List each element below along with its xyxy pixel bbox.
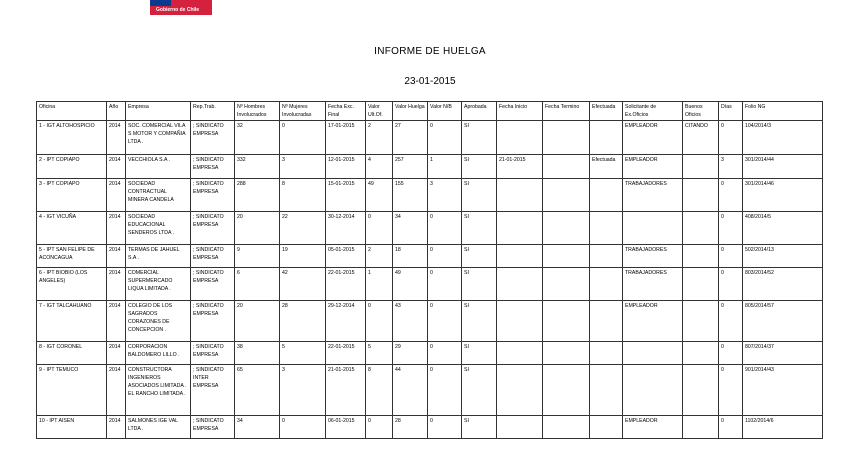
table-cell: 155 [393, 179, 428, 212]
table-cell: SI [462, 212, 497, 245]
table-cell: ; SINDICATO EMPRESA [191, 155, 235, 179]
table-cell [683, 155, 719, 179]
table-cell [683, 245, 719, 268]
table-cell: EMPLEADOR [623, 416, 683, 439]
table-cell: ; SINDICATO EMPRESA [191, 268, 235, 301]
table-cell: 301/2014/44 [743, 155, 823, 179]
table-cell: 28 [393, 416, 428, 439]
table-cell [543, 301, 590, 342]
table-cell [590, 212, 623, 245]
table-cell [623, 342, 683, 365]
table-cell: 20 [235, 212, 280, 245]
table-cell: 0 [719, 416, 743, 439]
table-row [37, 301, 823, 342]
table-cell: SI [462, 179, 497, 212]
column-header: Fecha Exc. Final [326, 102, 366, 121]
table-cell: 3 [280, 155, 326, 179]
column-header: Fecha Termino [543, 102, 590, 121]
table-cell: 0 [719, 179, 743, 212]
table-row [37, 121, 823, 155]
column-header: Rep.Trab. [191, 102, 235, 121]
table-cell [497, 416, 543, 439]
table-cell [497, 245, 543, 268]
table-cell: 30-12-2014 [326, 212, 366, 245]
table-cell [590, 301, 623, 342]
column-header: Solicitante de Ex.Oficios [623, 102, 683, 121]
table-cell: 0 [428, 212, 462, 245]
column-header: Valor Huelga [393, 102, 428, 121]
table-cell [590, 268, 623, 301]
table-cell: 6 - IPT BIOBIO (LOS ANGELES) [37, 268, 107, 301]
table-cell: 257 [393, 155, 428, 179]
table-cell: 0 [366, 301, 393, 342]
table-row [37, 245, 823, 268]
table-cell: 29-12-2014 [326, 301, 366, 342]
table-cell: 8 - IGT CORONEL [37, 342, 107, 365]
table-cell [683, 416, 719, 439]
table-cell: 20 [235, 301, 280, 342]
table-cell: SALMONES IGE VAL LTDA . [126, 416, 191, 439]
logo-text: Gobierno de Chile [150, 6, 212, 15]
table-cell [590, 245, 623, 268]
table-cell: 18 [393, 245, 428, 268]
table-cell: 5 - IPT SAN FELIPE DE ACONCAGUA [37, 245, 107, 268]
strike-report-table [36, 101, 823, 439]
table-cell: 0 [719, 342, 743, 365]
table-cell [543, 365, 590, 416]
table-cell: 22 [280, 212, 326, 245]
table-cell: 42 [280, 268, 326, 301]
table-row [37, 268, 823, 301]
table-cell [543, 245, 590, 268]
table-cell: 44 [393, 365, 428, 416]
table-cell: 2014 [107, 245, 126, 268]
table-cell: 0 [428, 245, 462, 268]
table-cell: EMPLEADOR [623, 155, 683, 179]
table-cell: 10 - IPT AISEN [37, 416, 107, 439]
table-cell: 408/2014/5 [743, 212, 823, 245]
table-cell: 12-01-2015 [326, 155, 366, 179]
table-cell: 901/2014/43 [743, 365, 823, 416]
table-cell: 9 - IPT TEMUCO [37, 365, 107, 416]
table-cell: 0 [428, 301, 462, 342]
table-cell [497, 121, 543, 155]
table-cell: CITANDO [683, 121, 719, 155]
table-cell [590, 416, 623, 439]
table-cell [683, 365, 719, 416]
table-cell: 3 [280, 365, 326, 416]
table-cell [543, 212, 590, 245]
table-cell: 1102/2014/6 [743, 416, 823, 439]
table-cell: SI [462, 301, 497, 342]
table-cell: 3 [719, 155, 743, 179]
table-cell [683, 268, 719, 301]
table-cell: COMERCIAL SUPERMERCADO LIQUA LIMITADA . [126, 268, 191, 301]
table-cell: 2014 [107, 365, 126, 416]
table-cell: 0 [280, 416, 326, 439]
column-header: Efectuada [590, 102, 623, 121]
table-cell: ; SINDICATO EMPRESA [191, 342, 235, 365]
table-cell: 2014 [107, 121, 126, 155]
table-cell: ; SINDICATO EMPRESA [191, 212, 235, 245]
table-row [37, 342, 823, 365]
table-cell: 2014 [107, 155, 126, 179]
column-header: Folio NG [743, 102, 823, 121]
table-cell: 49 [366, 179, 393, 212]
table-cell [543, 155, 590, 179]
table-cell: 34 [235, 416, 280, 439]
table-cell: 32 [235, 121, 280, 155]
table-header-row [37, 102, 823, 121]
table-cell: 0 [719, 245, 743, 268]
table-row [37, 365, 823, 416]
table-cell [543, 121, 590, 155]
table-cell: 8 [366, 365, 393, 416]
table-cell: ; SINDICATO EMPRESA [191, 179, 235, 212]
table-cell: 2 - IPT COPIAPO [37, 155, 107, 179]
table-cell: TRABAJADORES [623, 245, 683, 268]
table-cell: SI [462, 121, 497, 155]
table-cell: SI [462, 155, 497, 179]
table-cell [497, 342, 543, 365]
table-cell: 0 [428, 342, 462, 365]
table-cell: 9 [235, 245, 280, 268]
table-cell [590, 179, 623, 212]
table-cell: 332 [235, 155, 280, 179]
table-cell: 301/2014/46 [743, 179, 823, 212]
table-cell: 2014 [107, 301, 126, 342]
column-header: Valor Ult.Of. [366, 102, 393, 121]
table-cell [543, 268, 590, 301]
table-cell [497, 301, 543, 342]
table-cell: 0 [719, 365, 743, 416]
table-cell [623, 212, 683, 245]
table-cell: SOCIEDAD CONTRACTUAL MINERA CANDELA [126, 179, 191, 212]
table-cell: EMPLEADOR [623, 301, 683, 342]
table-cell [497, 365, 543, 416]
table-cell: ; SINDICATO EMPRESA [191, 301, 235, 342]
table-cell: 29 [393, 342, 428, 365]
table-cell [590, 121, 623, 155]
table-cell: ; SINDICATO EMPRESA [191, 245, 235, 268]
column-header: Oficina [37, 102, 107, 121]
table-cell: 0 [719, 212, 743, 245]
table-cell: 15-01-2015 [326, 179, 366, 212]
column-header: Empresa [126, 102, 191, 121]
table-cell: 5 [366, 342, 393, 365]
table-cell: 21-01-2015 [326, 365, 366, 416]
table-cell [683, 212, 719, 245]
table-cell: 807/2014/37 [743, 342, 823, 365]
report-date: 23-01-2015 [404, 76, 456, 87]
table-cell: SI [462, 365, 497, 416]
table-cell: 22-01-2015 [326, 268, 366, 301]
table-cell [590, 342, 623, 365]
column-header: Aprobada [462, 102, 497, 121]
table-row [37, 179, 823, 212]
table-cell: 805/2014/57 [743, 301, 823, 342]
table-cell: 803/2014/52 [743, 268, 823, 301]
table-cell: SI [462, 342, 497, 365]
table-cell: 1 [366, 268, 393, 301]
table-cell: 38 [235, 342, 280, 365]
table-cell: 6 [235, 268, 280, 301]
table-cell: SI [462, 245, 497, 268]
table-cell [497, 212, 543, 245]
table-cell: CONSTRUCTORA INGENIEROS ASOCIADOS LIMITADA . EL RANCHO LIMITADA . [126, 365, 191, 416]
table-cell: 21-01-2015 [497, 155, 543, 179]
table-cell: 2 [366, 245, 393, 268]
table-cell: 4 [366, 155, 393, 179]
table-cell [497, 268, 543, 301]
column-header: Valor N/B [428, 102, 462, 121]
table-cell: 43 [393, 301, 428, 342]
report-title: INFORME DE HUELGA [374, 46, 486, 57]
table-cell: 0 [719, 268, 743, 301]
table-row [37, 212, 823, 245]
table-cell: 49 [393, 268, 428, 301]
table-cell: TRABAJADORES [623, 268, 683, 301]
table-cell: 19 [280, 245, 326, 268]
table-cell: 2014 [107, 342, 126, 365]
table-cell: 0 [428, 416, 462, 439]
government-logo [150, 0, 212, 15]
column-header: Buenos Oficios [683, 102, 719, 121]
table-cell: 0 [719, 301, 743, 342]
column-header: Nº Hombres Involucrados [235, 102, 280, 121]
column-header: Nº Mujeres Involucradas [280, 102, 326, 121]
table-cell: TERMAS DE JAHUEL S.A . [126, 245, 191, 268]
table-cell: 502/2014/13 [743, 245, 823, 268]
table-cell: 0 [280, 121, 326, 155]
table-cell [623, 365, 683, 416]
table-cell: COLEGIO DE LOS SAGRADOS CORAZONES DE CONCEPCION . [126, 301, 191, 342]
table-cell: SI [462, 268, 497, 301]
table-cell [543, 416, 590, 439]
table-cell: 3 [428, 179, 462, 212]
table-cell: 104/2014/3 [743, 121, 823, 155]
table-cell: 28 [280, 301, 326, 342]
table-cell: 27 [393, 121, 428, 155]
table-cell: 2014 [107, 416, 126, 439]
table-cell: 5 [280, 342, 326, 365]
table-row [37, 155, 823, 179]
table-cell: 34 [393, 212, 428, 245]
table-cell: 2014 [107, 179, 126, 212]
table-cell: 05-01-2015 [326, 245, 366, 268]
table-cell [683, 301, 719, 342]
table-cell: 1 - IGT ALTOHOSPICIO [37, 121, 107, 155]
table-cell: SOC. COMERCIAL VILA S MOTOR Y COMPAÑIA LTDA . [126, 121, 191, 155]
table-cell: TRABAJADORES [623, 179, 683, 212]
table-cell: 7 - IGT TALCAHUANO [37, 301, 107, 342]
table-cell [543, 179, 590, 212]
table-cell: ; SINDICATO INTER EMPRESA [191, 365, 235, 416]
table-cell: 0 [719, 121, 743, 155]
table-cell: 0 [366, 416, 393, 439]
table-cell: VECCHIOLA S.A . [126, 155, 191, 179]
table-cell: 288 [235, 179, 280, 212]
table-cell: 1 [428, 155, 462, 179]
column-header: Días [719, 102, 743, 121]
table-cell [497, 179, 543, 212]
table-cell: SI [462, 416, 497, 439]
table-cell: 8 [280, 179, 326, 212]
table-cell: 65 [235, 365, 280, 416]
table-cell: ; SINDICATO EMPRESA [191, 121, 235, 155]
table-cell [683, 179, 719, 212]
table-cell [683, 342, 719, 365]
table-cell: 2014 [107, 212, 126, 245]
table-cell: SOCIEDAD EDUCACIONAL SENDEROS LTDA . [126, 212, 191, 245]
table-cell [543, 342, 590, 365]
table-cell: CORPORACION BALDOMERO LILLO . [126, 342, 191, 365]
table-row [37, 416, 823, 439]
table-cell: ; SINDICATO EMPRESA [191, 416, 235, 439]
table-cell: 0 [428, 268, 462, 301]
table-cell: 22-01-2015 [326, 342, 366, 365]
table-cell: 2014 [107, 268, 126, 301]
table-cell: 3 - IPT COPIAPO [37, 179, 107, 212]
table-cell: 06-01-2015 [326, 416, 366, 439]
table-cell: 17-01-2015 [326, 121, 366, 155]
table-cell: EMPLEADOR [623, 121, 683, 155]
table-cell [590, 365, 623, 416]
table-cell: Efectuada [590, 155, 623, 179]
column-header: Año [107, 102, 126, 121]
table-cell: 0 [428, 121, 462, 155]
table-cell: 0 [366, 212, 393, 245]
column-header: Fecha Inicio [497, 102, 543, 121]
table-cell: 2 [366, 121, 393, 155]
table-cell: 4 - IGT VICUÑA [37, 212, 107, 245]
table-cell: 0 [428, 365, 462, 416]
